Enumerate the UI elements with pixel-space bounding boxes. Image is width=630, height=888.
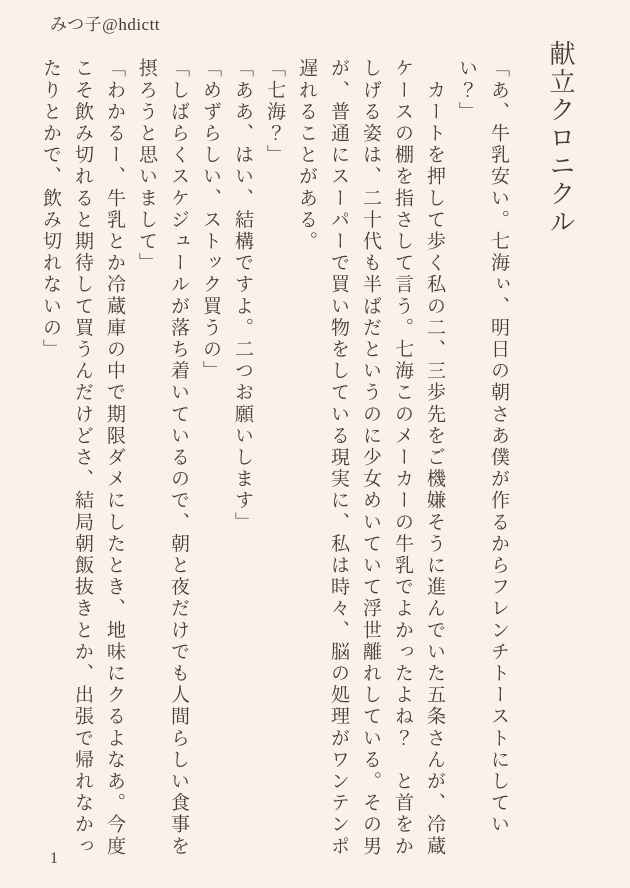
text-line: カートを押して歩く私の二、三歩先をご機嫌そうに進んでいた五条さんが、冷蔵 (424, 58, 445, 858)
text-line: 「七海？」 (264, 58, 285, 166)
text-line: 摂ろうと思いまして」 (136, 58, 157, 274)
story-title: 献立クロニクル (546, 40, 575, 236)
text-line: 「わかるー、牛乳とか冷蔵庫の中で期限ダメにしたとき、地味にクるよなあ。今度 (104, 58, 125, 858)
text-line: い？」 (456, 58, 477, 123)
text-line: 「あ、牛乳安い。七海ぃ、明日の朝さあ僕が作るからフレンチトーストにしてい (488, 58, 509, 836)
text-line: こそ飲み切れると期待して買うんだけどさ、結局朝飯抜きとか、出張で帰れなかっ (72, 58, 93, 858)
story-text (34, 58, 514, 868)
author-handle: みつ子@hdictt (50, 15, 161, 34)
text-line: 遅れることがある。 (296, 58, 317, 253)
text-line: しげる姿は、二十代も半ばだというのに少女めいていて浮世離れしている。その男 (360, 58, 381, 858)
text-line: ケースの棚を指さして言う。七海このメーカーの牛乳でよかったよね？ と首をか (392, 58, 413, 858)
text-line: 「しばらくスケジュールが落ち着いているので、朝と夜だけでも人間らしい食事を (168, 58, 189, 858)
page-number: 1 (50, 850, 58, 867)
text-line: たりとかで、飲み切れないの」 (40, 58, 61, 361)
story-body (34, 40, 578, 868)
text-line: 「ああ、はい、結構ですよ。二つお願いします」 (232, 58, 253, 534)
text-line: 「めずらしい、ストック買うの」 (200, 58, 221, 382)
text-line: が、普通にスーパーで買い物をしている現実に、私は時々、脳の処理がワンテンポ (328, 58, 349, 858)
